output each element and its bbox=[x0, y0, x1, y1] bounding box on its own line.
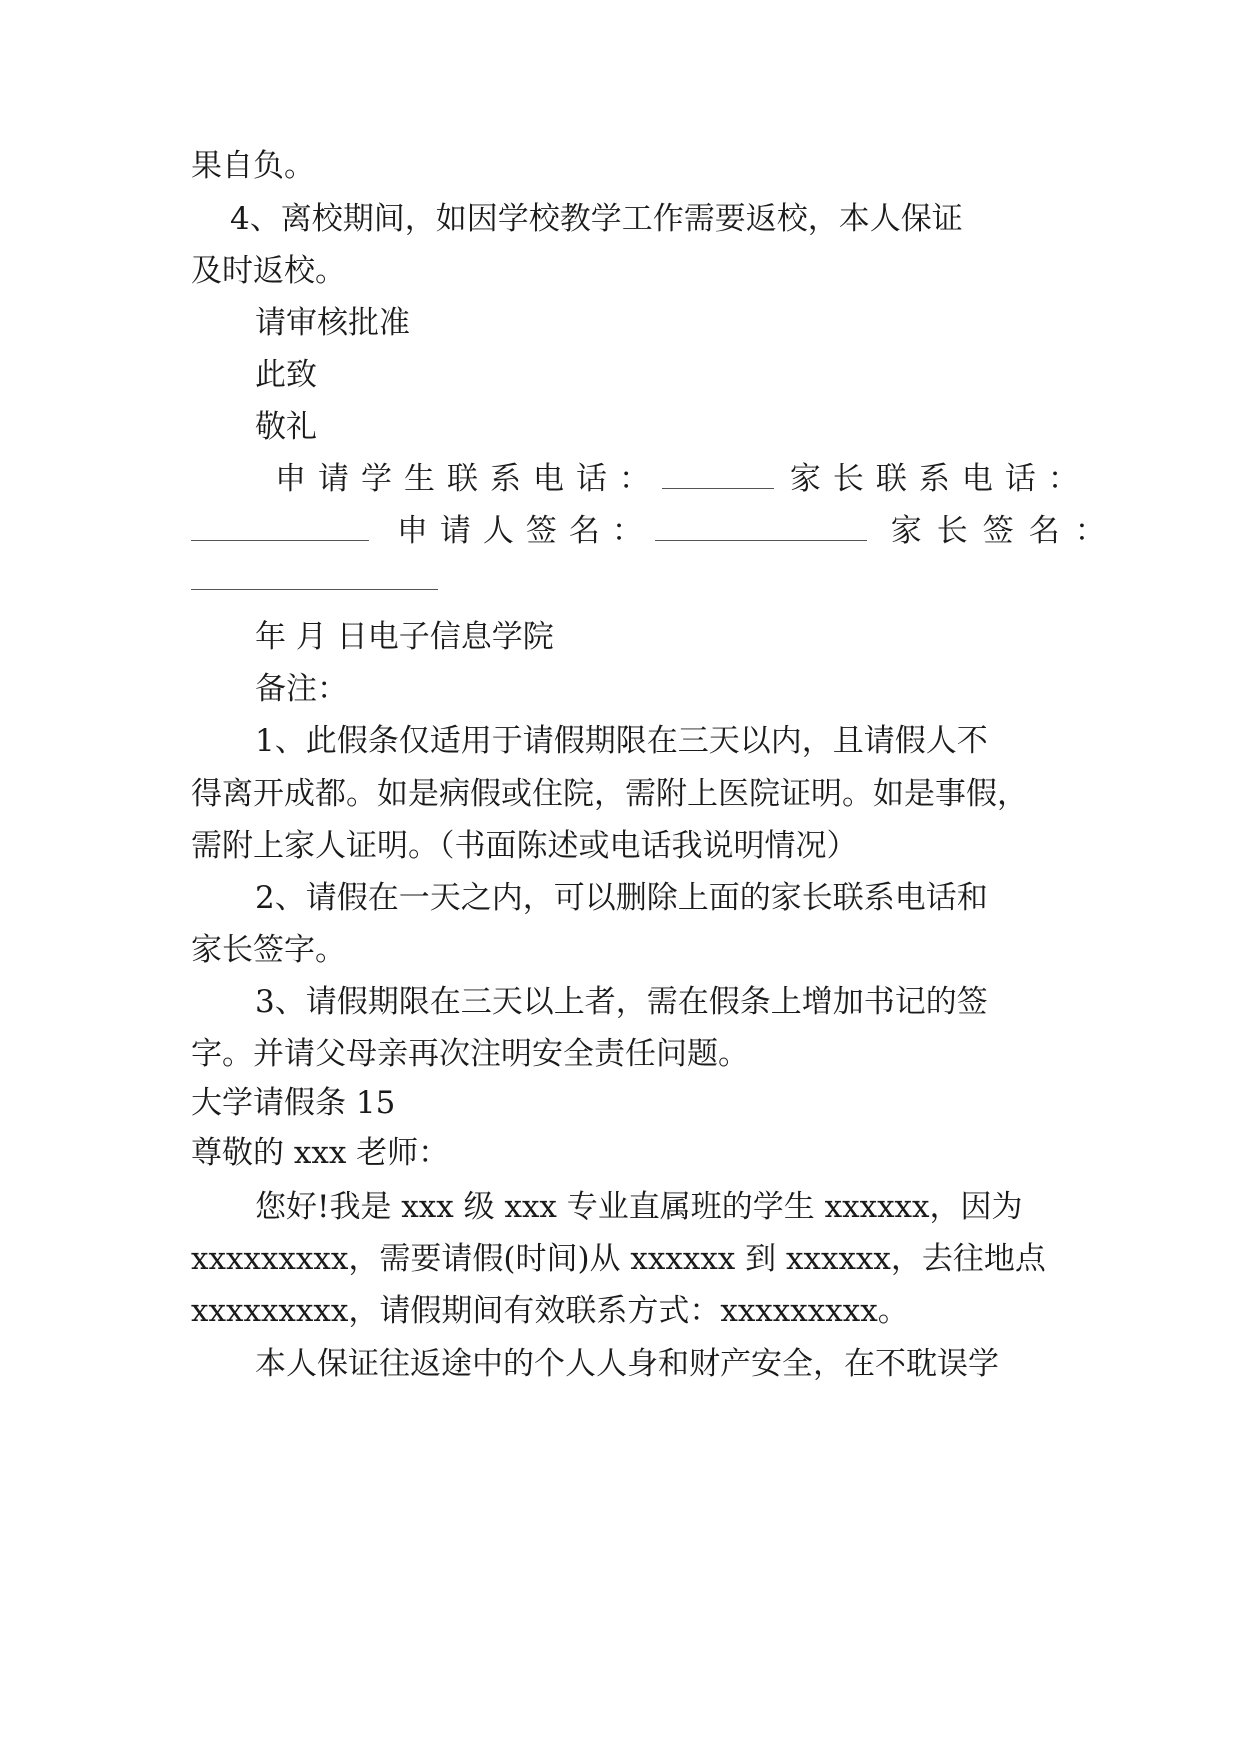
text-line: 此致 bbox=[255, 357, 317, 393]
text-line: xxxxxxxxx，请假期间有效联系方式：xxxxxxxxx。 bbox=[191, 1293, 909, 1329]
text-line: 字。并请父母亲再次注明安全责任问题。 bbox=[191, 1036, 749, 1072]
parent-phone-label: 家长联系电话： bbox=[789, 461, 1091, 497]
signature-line bbox=[191, 511, 1121, 551]
text-line: 备注： bbox=[255, 671, 348, 707]
text-line: 敬礼 bbox=[255, 409, 317, 445]
applicant-signature-blank bbox=[655, 538, 867, 541]
text-line: 4、离校期间，如因学校教学工作需要返校，本人保证 bbox=[230, 201, 963, 237]
text-line: 得离开成都。如是病假或住院，需附上医院证明。如是事假， bbox=[191, 776, 1028, 812]
text-line: 请审核批准 bbox=[255, 305, 410, 341]
text-line: 及时返校。 bbox=[191, 253, 346, 289]
text-line: 3、请假期限在三天以上者，需在假条上增加书记的签 bbox=[255, 984, 988, 1020]
date-line: 年 月 日电子信息学院 bbox=[255, 619, 554, 655]
applicant-signature-label: 申请人签名： bbox=[396, 513, 655, 549]
salutation: 尊敬的 xxx 老师： bbox=[191, 1135, 450, 1171]
contact-line bbox=[275, 459, 1135, 499]
parent-signature-label: 家长签名： bbox=[890, 513, 1121, 549]
text-line: 果自负。 bbox=[191, 148, 315, 184]
text-line: 本人保证往返途中的个人人身和财产安全，在不耽误学 bbox=[255, 1346, 999, 1382]
text-line: 2、请假在一天之内，可以删除上面的家长联系电话和 bbox=[255, 880, 988, 916]
text-line: 家长签字。 bbox=[191, 932, 346, 968]
parent-phone-blank bbox=[191, 538, 369, 541]
text-line: xxxxxxxxx，需要请假(时间)从 xxxxxx 到 xxxxxx，去往地点 bbox=[191, 1241, 1046, 1277]
text-line: 您好!我是 xxx 级 xxx 专业直属班的学生 xxxxxx，因为 bbox=[255, 1189, 1023, 1225]
section-heading: 大学请假条 15 bbox=[191, 1085, 396, 1121]
student-phone-blank bbox=[662, 486, 774, 489]
parent-signature-blank-line bbox=[191, 560, 1051, 600]
parent-signature-blank bbox=[191, 587, 438, 590]
text-line: 需附上家人证明。（书面陈述或电话我说明情况） bbox=[191, 828, 858, 864]
text-line: 1、此假条仅适用于请假期限在三天以内，且请假人不 bbox=[255, 723, 988, 759]
student-phone-label: 申请学生联系电话： bbox=[275, 461, 662, 497]
